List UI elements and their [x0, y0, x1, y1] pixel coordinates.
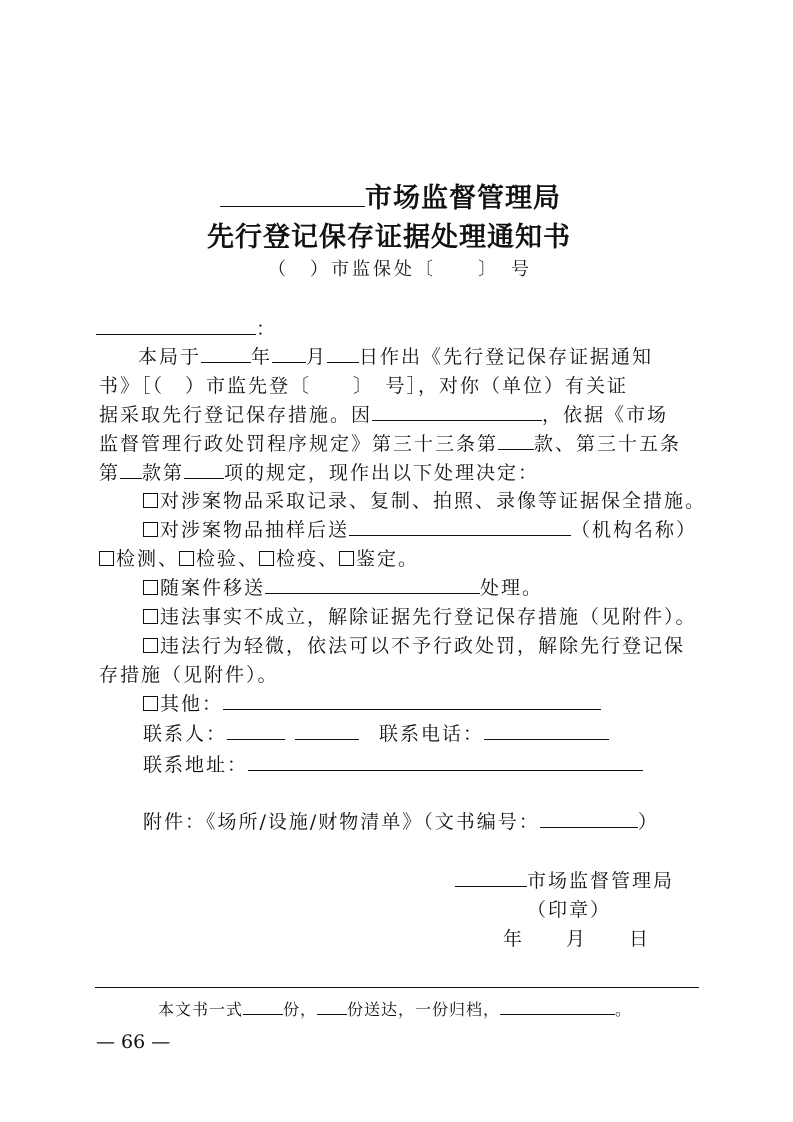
text: 随案件移送: [160, 577, 266, 599]
attachment-line: [143, 807, 659, 834]
reason-blank[interactable]: [372, 402, 542, 421]
text: 本文书一式: [158, 1000, 244, 1019]
text: 份送达，一份归档，: [347, 1000, 501, 1019]
page-number: — 66 —: [96, 1031, 171, 1053]
text: 月: [306, 346, 328, 368]
paragraph-line-2: 书》［（ ）市监先登〔 〕 号］，对你（单位）有关证: [99, 375, 629, 397]
text: 市场监督管理局: [527, 870, 675, 892]
checkbox[interactable]: [339, 551, 354, 566]
text: 违法行为轻微，依法可以不予行政处罚，解除先行登记保: [160, 635, 686, 657]
checkbox[interactable]: [143, 493, 158, 508]
served-copies-blank[interactable]: [317, 999, 347, 1015]
other-blank[interactable]: [223, 691, 601, 710]
year-blank[interactable]: [201, 344, 251, 363]
document-title: [220, 176, 561, 215]
option-sampling: [143, 515, 697, 542]
text: 项的规定，现作出以下处理决定：: [224, 462, 540, 484]
option-other: [143, 689, 601, 716]
text: 附件：《场所/设施/财物清单》（文书编号：: [143, 811, 540, 833]
text: （机构名称）: [571, 519, 698, 541]
seal-label: （印章）: [527, 899, 612, 921]
copies-blank[interactable]: [243, 999, 283, 1015]
paragraph-line-5: [99, 458, 539, 485]
contact-address-line: [143, 750, 643, 777]
transfer-blank[interactable]: [265, 575, 480, 594]
signature-bureau: [455, 866, 674, 893]
text: 款第: [142, 462, 185, 484]
option-preserve: [143, 486, 706, 513]
checkbox[interactable]: [143, 638, 158, 653]
checkbox[interactable]: [143, 609, 158, 624]
clause-blank-2[interactable]: [120, 460, 142, 479]
paragraph-line-3: [99, 400, 668, 427]
text: 日作出《先行登记保存证据通知: [359, 346, 654, 368]
text: 第: [99, 462, 121, 484]
text: 鉴定。: [356, 548, 420, 570]
text: 违法事实不成立，解除证据先行登记保存措施（见附件）。: [160, 606, 697, 628]
text: ，依据《市场: [542, 404, 669, 426]
document-number: （ ）市监保处〔 〕 号: [268, 259, 532, 280]
contact-person-blank-2[interactable]: [295, 721, 359, 740]
contact-phone-label: 联系电话：: [379, 723, 485, 745]
text: 监督管理行政处罚程序规定》第三十三条第: [99, 433, 499, 455]
option-minor-violation: [143, 631, 685, 658]
option-release: [143, 602, 697, 629]
option-minor-violation-cont: 存措施（见附件）。: [99, 664, 279, 686]
clause-blank-1[interactable]: [498, 431, 534, 450]
bureau-name-blank[interactable]: [220, 182, 365, 207]
copies-line: [158, 997, 632, 1020]
title-suffix: 市场监督管理局: [365, 183, 561, 214]
checkbox[interactable]: [143, 696, 158, 711]
text: ）: [637, 811, 659, 833]
contact-person-label: 联系人：: [143, 723, 228, 745]
checkbox[interactable]: [143, 522, 158, 537]
text: 本局于: [138, 346, 202, 368]
document-subtitle: 先行登记保存证据处理通知书: [207, 222, 571, 253]
footer-divider: [95, 987, 699, 988]
contact-line: [143, 719, 609, 746]
contact-person-blank-1[interactable]: [227, 721, 285, 740]
option-sampling-types: [99, 544, 419, 571]
text: 对涉案物品采取记录、复制、拍照、录像等证据保全措施。: [160, 490, 707, 512]
archive-blank[interactable]: [500, 999, 615, 1015]
text: 据采取先行登记保存措施。因: [99, 404, 373, 426]
text: 处理。: [480, 577, 544, 599]
text: 检测、: [116, 548, 180, 570]
checkbox[interactable]: [179, 551, 194, 566]
month-blank[interactable]: [272, 344, 306, 363]
addressee-blank[interactable]: [96, 316, 256, 335]
text: 。: [615, 1000, 633, 1019]
paragraph-line-4: [99, 429, 681, 456]
text: 年: [251, 346, 273, 368]
signature-date: 年 月 日: [503, 928, 651, 950]
text: 对涉案物品抽样后送: [160, 519, 350, 541]
contact-address-blank[interactable]: [248, 752, 643, 771]
text: 其他：: [160, 693, 224, 715]
checkbox[interactable]: [259, 551, 274, 566]
day-blank[interactable]: [327, 344, 359, 363]
addressee-colon: ：: [256, 318, 278, 340]
checkbox[interactable]: [99, 551, 114, 566]
text: 份，: [283, 1000, 318, 1019]
text: 款、第三十五条: [534, 433, 682, 455]
bureau-blank[interactable]: [455, 868, 527, 887]
document-number-blank[interactable]: [540, 809, 638, 828]
text: 检验、: [196, 548, 260, 570]
institution-blank[interactable]: [349, 517, 571, 536]
addressee-line: [96, 314, 277, 341]
option-transfer: [143, 573, 543, 600]
contact-phone-blank[interactable]: [484, 721, 609, 740]
checkbox[interactable]: [143, 580, 158, 595]
item-blank[interactable]: [184, 460, 224, 479]
text: 检疫、: [276, 548, 340, 570]
contact-address-label: 联系地址：: [143, 754, 249, 776]
paragraph-line-1: [138, 342, 653, 369]
